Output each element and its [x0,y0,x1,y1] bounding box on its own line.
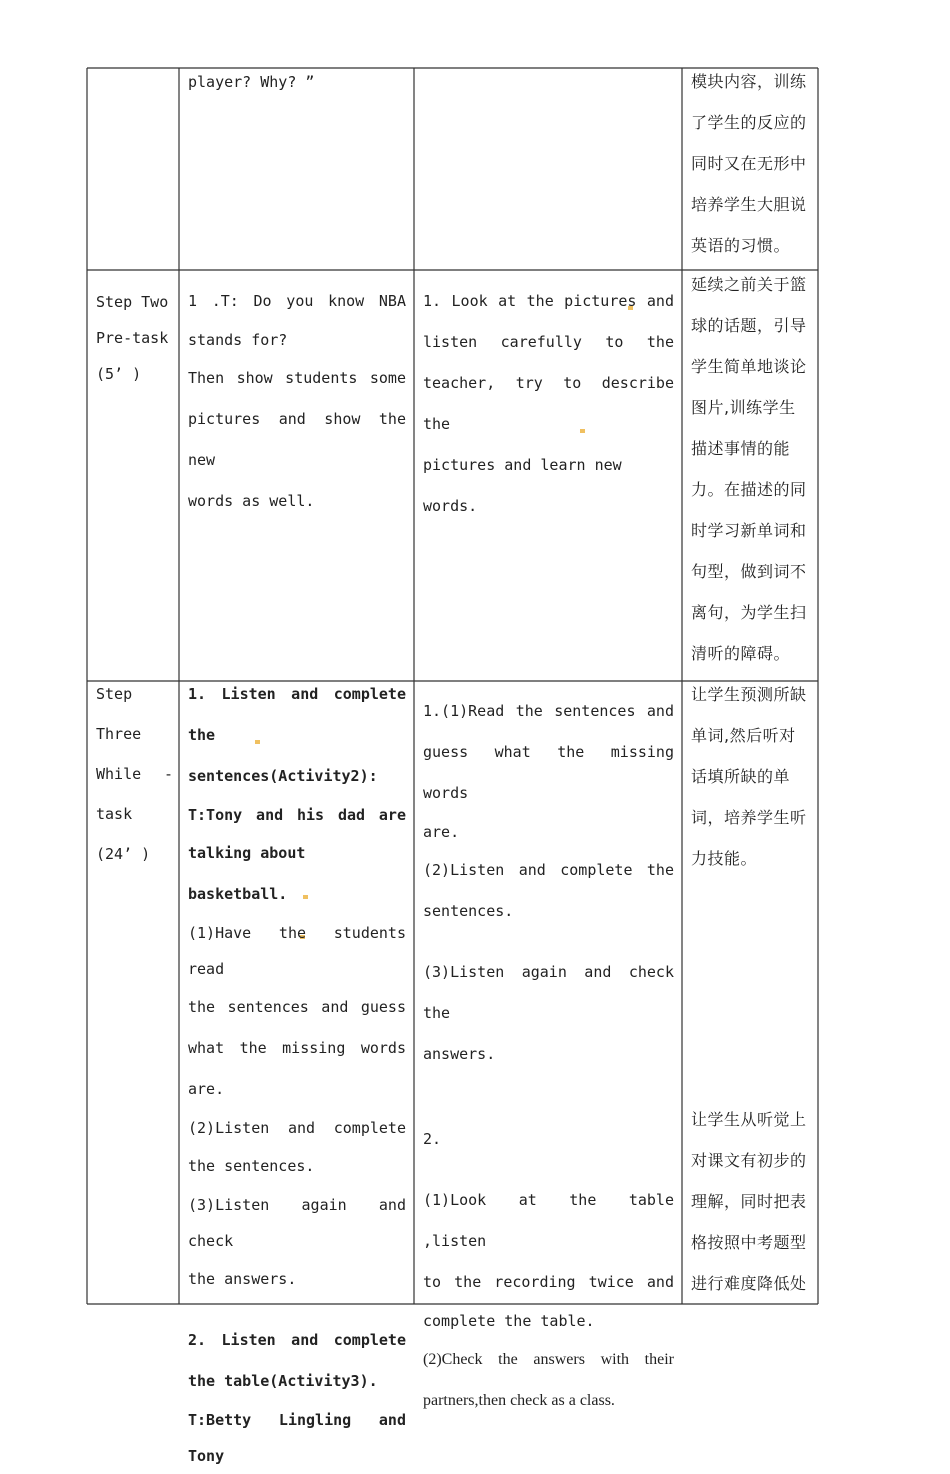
row2-student-activity [423,281,674,527]
row2-note [691,264,811,674]
note-line: 单词,然后听对 [691,726,796,745]
text-line: Then show students some [188,369,406,387]
spacer [423,1160,674,1180]
note-line: 球的话题，引导 [691,316,807,335]
text-line: the answers. [188,1270,297,1288]
note-line: 词，培养学生听 [691,808,807,827]
note-line: 对课文有初步的 [691,1151,807,1170]
text-line: listen carefully to the [423,333,674,351]
text-line: stands for? [188,331,288,349]
text-line: answers. [423,1045,496,1063]
step-line: Step [96,685,133,703]
row2-teacher-activity [188,281,406,522]
note-line: 图片,训练学生 [691,398,796,417]
step-line: (24’ ) [96,845,151,863]
text-line: pictures and show the new [188,410,406,469]
text-line: 1. Look at the pictures and [423,292,674,310]
text-line: the table(Activity3). [188,1372,378,1390]
row1-note [691,61,811,266]
note-line: 让学生预测所缺 [691,685,807,704]
row3-teacher-activity [188,674,406,1474]
text-line: talking about basketball. [188,844,306,903]
step-line: While - [96,765,173,783]
note-line: 理解，同时把表 [691,1192,807,1211]
note-line: 话填所缺的单 [691,767,791,786]
text-line: complete the table. [423,1312,595,1330]
text-line: teacher, try to describe the [423,374,674,433]
text-line: T:Tony and his dad are [188,806,406,824]
text-line: are. [423,823,460,841]
note-line: 描述事情的能 [691,439,791,458]
text-line: T:Betty Lingling and Tony [188,1411,406,1465]
text-line: partners,then check as a class. [423,1392,615,1409]
text-line: (1)Have the students read [188,924,406,978]
note-line: 模块内容，训练 [691,72,807,91]
note-line: 离句，为学生扫 [691,603,807,622]
note-line: 学生简单地谈论 [691,357,807,376]
note-line: 培养学生大胆说 [691,195,807,214]
note-line: 让学生从听觉上 [691,1110,807,1129]
step-line: Step Two [96,293,169,311]
text-line: 2. [423,1130,442,1148]
text-line: 1 .T: Do you know NBA [188,292,406,310]
row3-note-2 [691,1099,811,1304]
text-line: (3)Listen again and check the [423,963,674,1022]
row3-step [96,674,173,874]
note-line: 了学生的反应的 [691,113,807,132]
text-line: what the missing words [188,1039,406,1057]
step-line: Pre-task [96,329,169,347]
note-line: 格按照中考题型 [691,1233,807,1252]
note-line: 力技能。 [691,849,758,868]
note-line: 英语的习惯。 [691,236,791,255]
step-line: task [96,805,133,823]
text-line: (1)Look at the table ,listen [423,1191,674,1250]
text-line: (3)Listen again and check [188,1196,406,1250]
text-line: to the recording twice and [423,1273,674,1291]
text-line: are. [188,1080,225,1098]
row3-student-activity [423,691,674,1421]
note-line: 进行难度降低处 [691,1274,807,1293]
text-line: (2)Listen and complete the [423,861,674,879]
text-line: 2. Listen and complete [188,1331,406,1349]
step-line: (5’ ) [96,365,142,383]
note-line: 同时又在无形中 [691,154,807,173]
step-line: Three [96,725,142,743]
text-line: pictures and learn new words. [423,456,622,515]
text-line: sentences. [423,902,514,920]
note-line: 时学习新单词和 [691,521,807,540]
text-line: (2)Listen and complete [188,1119,406,1137]
text-line: the sentences(Activity2): [188,726,378,785]
note-line: 力。在描述的同 [691,480,807,499]
text-line: 1. Listen and complete [188,685,406,703]
spacer [188,1300,406,1320]
row1-activity-text [188,68,406,96]
spacer [423,1075,674,1119]
text-line: (2)Check the answers with their [423,1351,674,1368]
text-line: the sentences and guess [188,998,406,1016]
note-line: 清听的障碍。 [691,644,791,663]
note-line: 句型，做到词不 [691,562,807,581]
text-line: 1.(1)Read the sentences and [423,702,674,720]
note-line: 延续之前关于篮 [691,275,807,294]
row3-note-1 [691,674,811,879]
text-line: player? Why? ” [188,73,315,91]
text-line: words as well. [188,492,315,510]
spacer [423,932,674,952]
text-line: the sentences. [188,1157,315,1175]
text-line: guess what the missing words [423,743,674,802]
row2-step [96,284,176,392]
